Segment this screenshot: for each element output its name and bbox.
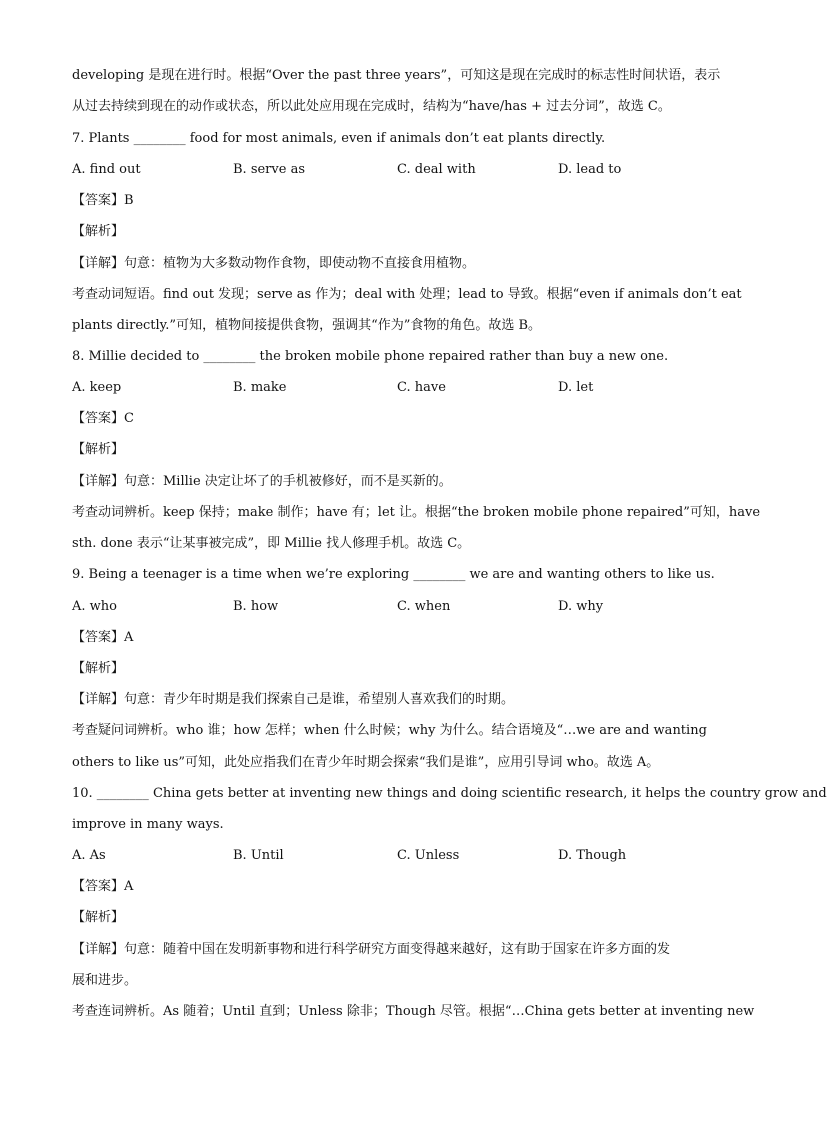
option-c: C. deal with bbox=[397, 162, 476, 177]
question-7-options bbox=[72, 161, 727, 179]
option-a: A. As bbox=[72, 848, 106, 863]
option-d: D. let bbox=[558, 380, 594, 395]
option-a: A. who bbox=[72, 599, 117, 614]
question-10-detail-2: 展和进步。 bbox=[72, 973, 138, 988]
option-b: B. serve as bbox=[233, 162, 305, 177]
question-7-explain-2: plants directly.”可知，植物间接提供食物，强调其“作为”食物的角色。故选 B。 bbox=[72, 318, 542, 333]
option-d: D. Though bbox=[558, 848, 627, 863]
question-7-analysis-label: 【解析】 bbox=[72, 224, 125, 239]
question-8-analysis-label: 【解析】 bbox=[72, 442, 125, 457]
question-10-analysis-label: 【解析】 bbox=[72, 910, 125, 925]
question-10-options bbox=[72, 847, 727, 865]
option-b: B. make bbox=[233, 380, 287, 395]
question-7-explain-1: 考查动词短语。find out 发现；serve as 作为；deal with 处理；lead to 导致。根据“even if animals don’t eat bbox=[72, 287, 742, 302]
question-8-detail: 【详解】句意：Millie 决定让坏了的手机被修好，而不是买新的。 bbox=[72, 474, 452, 489]
question-8-stem: 8. Millie decided to ________ the broken mobile phone repaired rather than buy a new one. bbox=[72, 349, 669, 364]
question-9-analysis-label: 【解析】 bbox=[72, 661, 125, 676]
question-9-explain-1: 考查疑问词辨析。who 谁；how 怎样；when 什么时候；why 为什么。结合语境及“…we are and wanting bbox=[72, 723, 707, 738]
option-b: B. Until bbox=[233, 848, 284, 863]
question-10-explain-1: 考查连词辨析。As 随着；Until 直到；Unless 除非；Though 尽管。根据“…China gets better at inventing new bbox=[72, 1004, 755, 1019]
question-7-stem: 7. Plants ________ food for most animals, even if animals don’t eat plants directly. bbox=[72, 131, 606, 146]
question-9-stem: 9. Being a teenager is a time when we’re exploring ________ we are and wanting others to like us. bbox=[72, 567, 715, 582]
question-10-stem-2: improve in many ways. bbox=[72, 817, 224, 832]
option-d: D. why bbox=[558, 599, 604, 614]
option-c: C. have bbox=[397, 380, 446, 395]
question-8-explain-2: sth. done 表示“让某事被完成”，即 Millie 找人修理手机。故选 C。 bbox=[72, 536, 471, 551]
question-7-answer: 【答案】B bbox=[72, 193, 134, 208]
question-10-answer: 【答案】A bbox=[72, 879, 134, 894]
question-8-answer: 【答案】C bbox=[72, 411, 134, 426]
option-a: A. keep bbox=[72, 380, 122, 395]
question-8-options bbox=[72, 379, 727, 397]
question-10-detail-1: 【详解】句意：随着中国在发明新事物和进行科学研究方面变得越来越好，这有助于国家在许多方面的发 bbox=[72, 942, 671, 957]
question-9-explain-2: others to like us”可知，此处应指我们在青少年时期会探索“我们是谁”，应用引导词 who。故选 A。 bbox=[72, 755, 660, 770]
question-9-answer: 【答案】A bbox=[72, 630, 134, 645]
question-7-detail: 【详解】句意：植物为大多数动物作食物，即使动物不直接食用植物。 bbox=[72, 256, 476, 271]
option-d: D. lead to bbox=[558, 162, 622, 177]
option-c: C. Unless bbox=[397, 848, 460, 863]
intro-line-1: developing 是现在进行时。根据“Over the past three years”，可知这是现在完成时的标志性时间状语，表示 bbox=[72, 68, 721, 83]
option-c: C. when bbox=[397, 599, 451, 614]
question-9-detail: 【详解】句意：青少年时期是我们探索自己是谁，希望别人喜欢我们的时期。 bbox=[72, 692, 515, 707]
question-10-stem-1: 10. ________ China gets better at inventing new things and doing scientific research, it helps the country grow and bbox=[72, 786, 827, 801]
question-9-options bbox=[72, 598, 727, 616]
option-b: B. how bbox=[233, 599, 279, 614]
option-a: A. find out bbox=[72, 162, 141, 177]
question-8-explain-1: 考查动词辨析。keep 保持；make 制作；have 有；let 让。根据“the broken mobile phone repaired”可知，have bbox=[72, 505, 761, 520]
intro-line-2: 从过去持续到现在的动作或状态，所以此处应用现在完成时，结构为“have/has + 过去分词”，故选 C。 bbox=[72, 99, 671, 114]
